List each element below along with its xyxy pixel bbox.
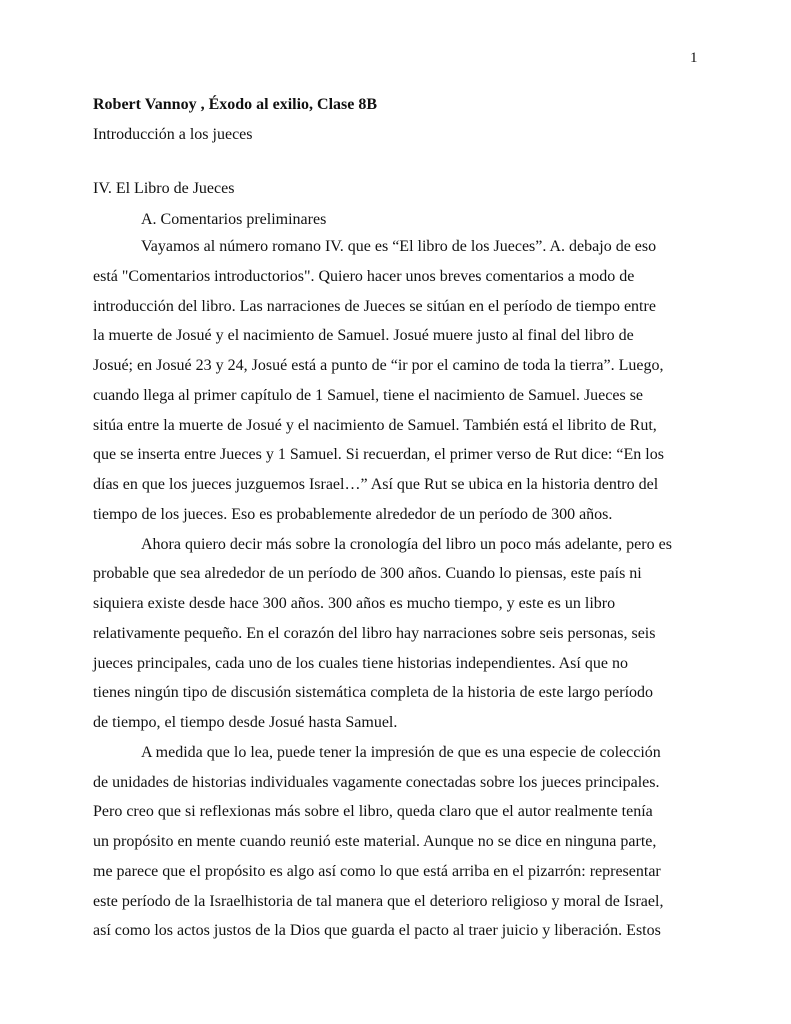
body-line: tiempo de los jueces. Eso es probablemente alrededor de un período de 300 años. (93, 505, 613, 523)
body-line: Pero creo que si reflexionas más sobre el libro, queda claro que el autor realmente tenía (93, 803, 653, 821)
body-line: de unidades de historias individuales vagamente conectadas sobre los jueces principales. (93, 773, 660, 791)
body-line: cuando llega al primer capítulo de 1 Samuel, tiene el nacimiento de Samuel. Jueces se (93, 386, 644, 404)
body-line: este período de la Israelhistoria de tal manera que el deterioro religioso y moral de Israel, (93, 892, 664, 910)
body-line: Josué; en Josué 23 y 24, Josué está a punto de “ir por el camino de toda la tierra”. Luego, (93, 357, 664, 374)
body-line: A medida que lo lea, puede tener la impresión de que es una especie de colección (141, 743, 661, 761)
body-line: días en que los jueces juzguemos Israel…” Así que Rut se ubica en la historia dentro del (93, 476, 659, 493)
body-line: la muerte de Josué y el nacimiento de Samuel. Josué muere justo al final del libro de (93, 327, 634, 345)
body-line: de tiempo, el tiempo desde Josué hasta Samuel. (93, 714, 398, 731)
body-line: Vayamos al número romano IV. que es “El libro de los Jueces”. A. debajo de eso (141, 238, 657, 255)
subsection-heading: A. Comentarios preliminares (141, 211, 327, 228)
body-line: sitúa entre la muerte de Josué y el nacimiento de Samuel. También está el librito de Rut, (93, 416, 657, 434)
section-heading: IV. El Libro de Jueces (93, 180, 235, 197)
body-line: jueces principales, cada uno de los cuales tiene historias independientes. Así que no (93, 654, 628, 672)
body-line: tienes ningún tipo de discusión sistemática completa de la historia de este largo período (93, 684, 654, 702)
document-subtitle: Introducción a los jueces (93, 126, 253, 143)
body-line: siquiera existe desde hace 300 años. 300 años es mucho tiempo, y este es un libro (93, 595, 616, 612)
body-line: introducción del libro. Las narraciones de Jueces se sitúan en el período de tiempo entre (93, 297, 656, 315)
body-line: que se inserta entre Jueces y 1 Samuel. Si recuerdan, el primer verso de Rut dice: “En los (93, 446, 664, 464)
body-line: así como los actos justos de la Dios que guarda el pacto al traer juicio y liberación. Estos (93, 922, 661, 940)
document-title: Robert Vannoy , Éxodo al exilio, Clase 8B (93, 96, 378, 113)
body-line: Ahora quiero decir más sobre la cronología del libro un poco más adelante, pero es (141, 535, 672, 553)
body-line: relativamente pequeño. En el corazón del libro hay narraciones sobre seis personas, seis (93, 624, 656, 642)
body-line: un propósito en mente cuando reunió este material. Aunque no se dice en ninguna parte, (93, 833, 657, 850)
document-body (93, 232, 703, 946)
body-line: está "Comentarios introductorios". Quiero hacer unos breves comentarios a modo de (93, 267, 635, 285)
body-line: me parece que el propósito es algo así como lo que está arriba en el pizarrón: representar (93, 862, 661, 880)
body-line: probable que sea alrededor de un período de 300 años. Cuando lo piensas, este país ni (93, 565, 642, 583)
page-number: 1 (690, 50, 698, 66)
